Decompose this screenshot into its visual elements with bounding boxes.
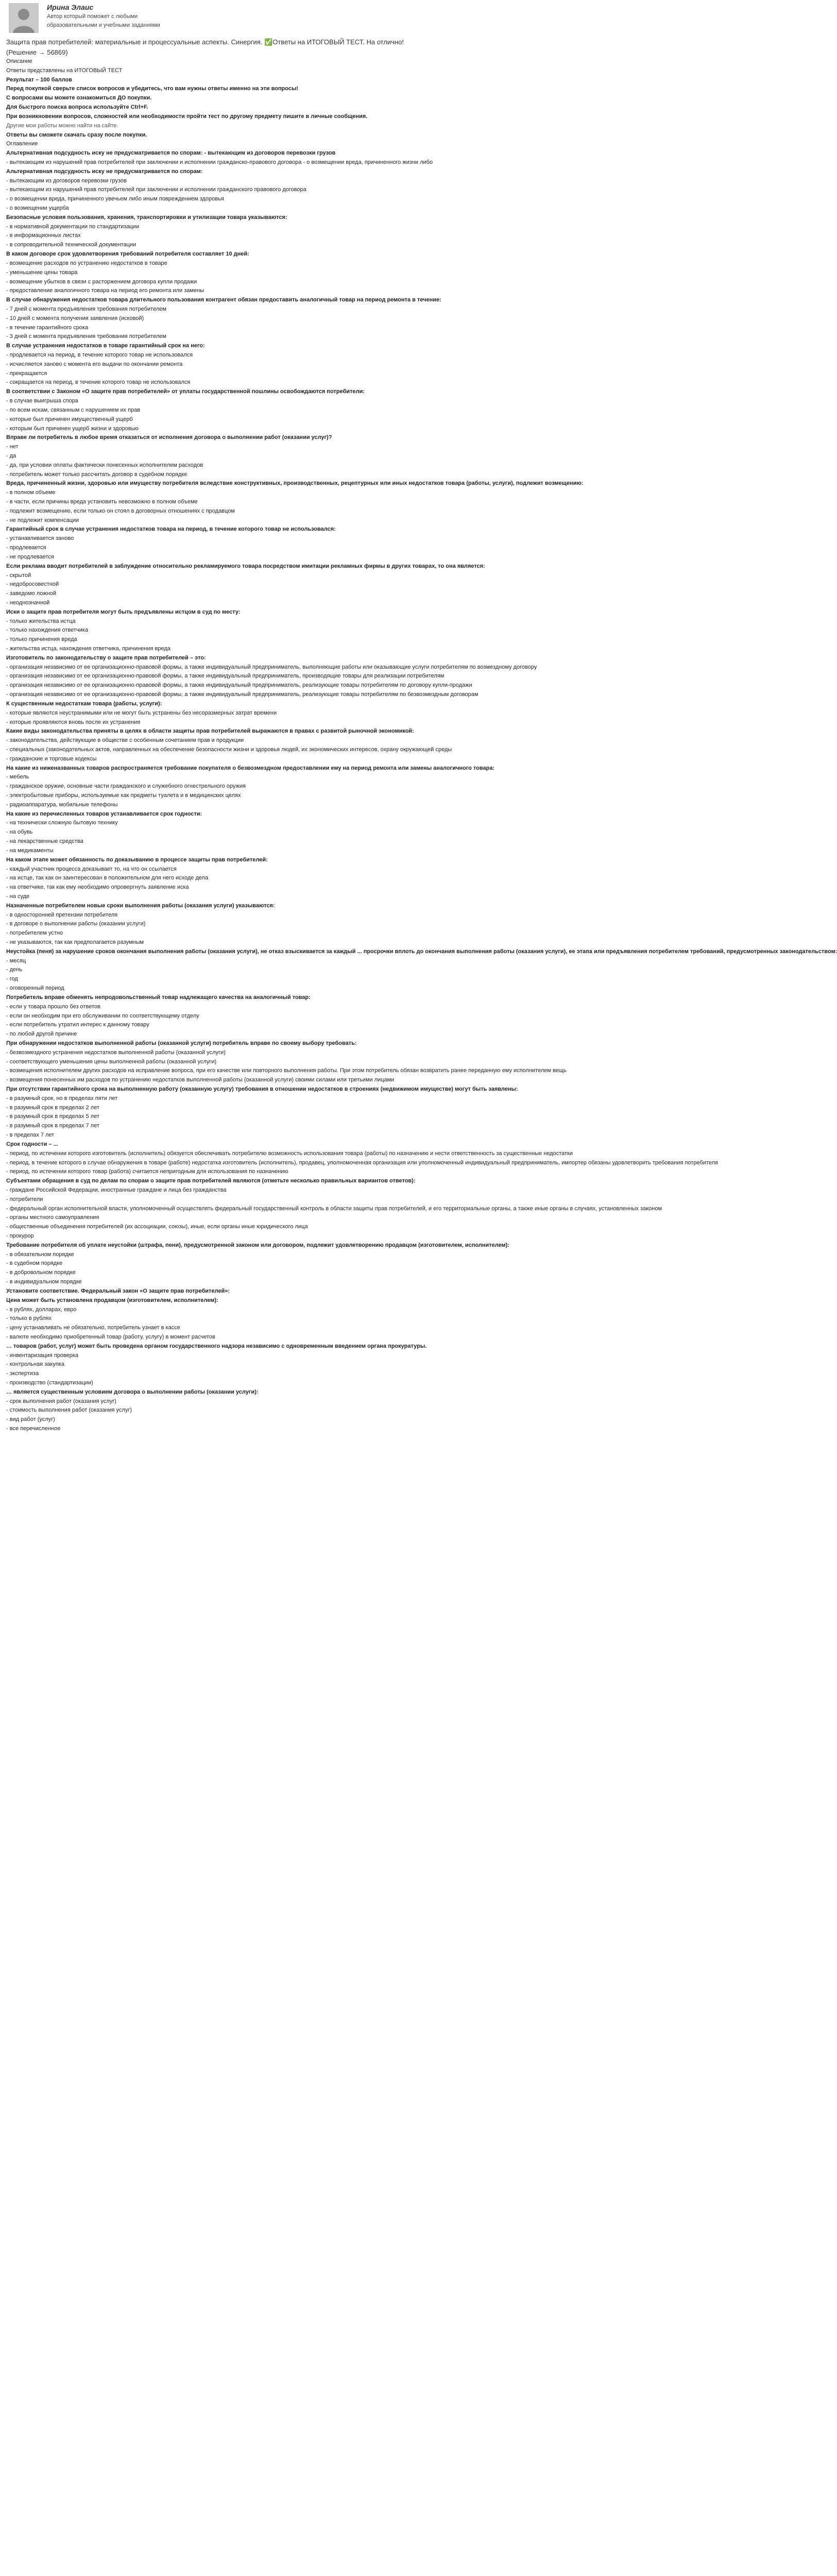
document-line: - в разумный срок, но в пределах пяти лет <box>6 1095 118 1101</box>
avatar-icon <box>9 3 39 33</box>
document-line: В случае обнаружения недостатков товара длительного пользования контрагент обязан предоставить аналогичный товар на период ремонта в течение: <box>6 297 441 303</box>
document-line: … товаров (работ, услуг) может быть проведена органом государственного надзора независимо с одновременным введением органа прокуратуры. <box>6 1343 427 1349</box>
document-line: - жительства истца, нахождения ответчика, причинения вреда <box>6 646 170 652</box>
document-line: - продлевается <box>6 545 46 551</box>
document-line: - только в рублях <box>6 1315 52 1322</box>
document-line: - на истце, так как он заинтересован в положительном для него исходе дела <box>6 875 209 882</box>
document-line: - цену устанавливать не обязательно, потребитель узнает в кассе <box>6 1325 180 1331</box>
document-line: Перед покупкой сверьте список вопросов и убедитесь, что вам нужны ответы именно на эти вопросы! <box>6 86 299 92</box>
document-title: Защита прав потребителей: материальные и процессуальные аспекты. Синергия. ✅Ответы на ИТОГОВЫЙ ТЕСТ. На отлично! (Решение → 56869) <box>6 38 404 56</box>
document-line: - в части, если причины вреда установить невозможно в полном объеме <box>6 499 198 505</box>
document-line: - вытекающим из нарушений прав потребителей при заключении и исполнении гражданско-правового договора - о возмещении вреда, причиненного жизни либо <box>6 159 433 165</box>
document-line: - в разумный срок в пределах 5 лет <box>6 1113 99 1120</box>
document-line: - предоставление аналогичного товара на период его ремонта или замены <box>6 287 204 294</box>
document-line: - общественные объединения потребителей (их ассоциации, союзы), иные, если органы иные юридического лица <box>6 1224 308 1230</box>
document-line: - только жительства истца <box>6 618 76 624</box>
document-line: - организация независимо от ее организационно-правовой формы, а также индивидуальный предприниматель, выполняющие работы или оказывающие услуги потребителям по возмездному договору <box>6 664 537 670</box>
document-line: - потребитель может только рассчитать договор в судебном порядке <box>6 471 187 478</box>
document-line: Срок годности – ... <box>6 1141 58 1147</box>
document-line: - на обувь <box>6 829 33 836</box>
document-line: - вид работ (услуг) <box>6 1416 55 1423</box>
document-line: Потребитель вправе обменять непродовольственный товар надлежащего качества на аналогичный товар: <box>6 994 311 1001</box>
document-line: С вопросами вы можете ознакомиться ДО покупки. <box>6 95 152 101</box>
document-line[interactable]: Другие мои работы можно найти на сайте. <box>6 122 118 129</box>
document-line: - если он необходим при его обслуживании по соответствующему отделу <box>6 1012 199 1019</box>
document-line: - если у товара прошло без ответов <box>6 1003 100 1010</box>
document-line: - стоимость выполнения работ (оказания услуг) <box>6 1407 132 1414</box>
document-line: - прекращается <box>6 370 47 377</box>
document-line: - в случае выигрыша спора <box>6 398 78 404</box>
document-line: - неоднозначной <box>6 599 50 606</box>
document-line: - если потребитель утратил интерес к данному товару <box>6 1022 149 1028</box>
document-line: При отсутствии гарантийного срока на выполненную работу (оказанную услугу) требования в отношении недостатков в строениях (недвижимом имуществе) могут быть заявлены: <box>6 1086 518 1092</box>
author-avatar[interactable] <box>9 3 39 33</box>
document-line: - безвозмездного устранения недостатков выполненной работы (оказанной услуги) <box>6 1049 226 1056</box>
document-line: - в рублях, долларах, евро <box>6 1306 77 1313</box>
document-line: - подлежит возмещению, если только он стоял в договорных отношениях с продавцом <box>6 507 235 514</box>
document-line: - в информационных листах <box>6 232 81 239</box>
document-line: - вытекающим из нарушений прав потребителей при заключении и исполнении гражданского правового договора <box>6 187 306 193</box>
document-line: - в нормативной документации по стандартизации <box>6 223 140 230</box>
document-line: Для быстрого поиска вопроса используйте Ctrl+F. <box>6 104 148 111</box>
document-line: Альтернативная подсудность иску не предусматривается по спорам: <box>6 168 203 175</box>
document-line: - да <box>6 452 16 459</box>
document-line: - в односторонней претензии потребителя <box>6 911 118 918</box>
document-line: При обнаружении недостатков выполненной работы (оказанной услуги) потребитель вправе по своему выбору требовать: <box>6 1040 357 1046</box>
document-line: Назначенные потребителем новые сроки выполнения работы (оказания услуги) указываются: <box>6 902 275 909</box>
document-line: - федеральный орган исполнительной власти, уполномоченный осуществлять федеральный государственный контроль в области защиты прав потребителей, и его территориальные органы, а также иные органы в случаях, установленных законом <box>6 1205 662 1212</box>
document-line: - устанавливается заново <box>6 535 74 542</box>
document-line: - радиоаппаратура, мобильные телефоны <box>6 801 118 808</box>
document-line: - не продлевается <box>6 553 54 560</box>
document-line: Иски о защите прав потребителя могут быть предъявлены истцом в суд по месту: <box>6 608 241 615</box>
document-line: Ответы представлены на ИТОГОВЫЙ ТЕСТ <box>6 67 123 74</box>
document-line: - да, при условии оплаты фактически понесенных исполнителем расходов <box>6 462 203 468</box>
document-line: - нет <box>6 444 19 450</box>
document-line: - оговоренный период <box>6 985 64 992</box>
document-line: - уменьшение цены товара <box>6 269 78 276</box>
document-line: - на медикаменты <box>6 847 54 854</box>
author-block <box>6 0 430 37</box>
document-line: - потребители <box>6 1196 43 1202</box>
document-line: Гарантийный срок в случае устранения недостатков товара на период, в течение которого товар не использовался: <box>6 526 336 533</box>
document-line: - продлевается на период, в течение которого товар не использовался <box>6 352 193 358</box>
document-line: - в разумный срок в пределах 7 лет <box>6 1123 99 1129</box>
document-line: На каком этапе может обязанность по доказыванию в процессе защиты прав потребителей: <box>6 856 268 863</box>
document-line: - в индивидуальном порядке <box>6 1279 82 1285</box>
document-line: - возмещение расходов по устранению недостатков в товаре <box>6 260 167 266</box>
document-line: Если реклама вводит потребителей в заблуждение относительно рекламируемого товара посредством имитации рекламных фирмы в других товарах, то она является: <box>6 563 485 569</box>
document-line: - месяц <box>6 957 26 964</box>
document-line: Ответы вы сможете скачать сразу после покупки. <box>6 131 147 138</box>
document-line: - потребителем устно <box>6 930 63 937</box>
document-line: - соответствующего уменьшения цены выполненной работы (оказанной услуги) <box>6 1058 217 1065</box>
document-line: - на технически сложную бытовую технику <box>6 820 118 826</box>
document-line: - в добровольном порядке <box>6 1269 76 1276</box>
document-line: - которые был причинен имущественный ущерб <box>6 416 133 422</box>
document-line: - в разумный срок в пределах 2 лет <box>6 1104 99 1111</box>
document-line: - организация независимо от ее организационно-правовой формы, а также индивидуальный предприниматель, реализующие товары потребителям по договору купли-продажи <box>6 682 472 689</box>
document-line: - период, по истечении которого товар (работа) считается непригодным для использования по назначению <box>6 1168 288 1175</box>
document-line: - в пределах 7 лет <box>6 1132 55 1139</box>
document-line: - по всем искам, связанным с нарушением их прав <box>6 406 141 413</box>
document-line: - на лекарственные средства <box>6 838 83 845</box>
document-line: - гражданские и торговые кодексы <box>6 755 97 762</box>
document-line: - возмещения понесенных им расходов по устранению недостатков выполненной работы (оказанной услуги) своими силами или третьими лицами <box>6 1077 395 1083</box>
document-line: - 3 дней с момента предъявления требования потребителем <box>6 333 166 340</box>
document-line: - 10 дней с момента получения заявления (исковой) <box>6 315 144 321</box>
document-line: - 7 дней с момента предъявления требования потребителем <box>6 306 166 312</box>
document-line: Изготовитель по законодательству о защите прав потребителей – это: <box>6 654 206 661</box>
document-line: Вреда, причиненный жизни, здоровью или имуществу потребителя вследствие конструктивных, производственных, рецептурных или иных недостатков товара (работы, услуги), подлежит возмещению: <box>6 480 584 487</box>
document-line: - контрольная закупка <box>6 1361 64 1368</box>
document-line: - валюте необходимо приобретенный товар (работу, услугу) в момент расчетов <box>6 1333 215 1340</box>
document-line: - не подлежит компенсации <box>6 517 79 523</box>
document-line: Установите соответствие. Федеральный закон «О защите прав потребителей»: <box>6 1287 230 1294</box>
document-line: - недобросовестной <box>6 581 59 588</box>
document-line: - специальных (законодательных актов, направленных на обеспечение безопасности жизни и здоровья людей, их экономических интересов, охрану окружающей среды <box>6 746 452 753</box>
document-line: - которые являются неустранимыми или не могут быть устранены без несоразмерных затрат времени <box>6 709 277 716</box>
document-line: - исчисляется заново с момента его выдачи по окончании ремонта <box>6 361 183 367</box>
document-line: - законодательства, действующие в обществе с особенным сочетанием прав и продукции <box>6 737 244 744</box>
document-line: Описание <box>6 58 32 64</box>
document-line: Какие виды законодательства приняты в целях в области защиты прав потребителей выражаются в правах с развитой рыночной экономикой: <box>6 728 414 735</box>
document-line: - по любой другой причине <box>6 1031 77 1038</box>
document-line: В случае устранения недостатков в товаре гарантийный срок на него: <box>6 343 205 349</box>
document-line: На какие из ниженазванных товаров распространяется требование покупателя о безвозмездном предоставлении ему на период ремонта или замены аналогичного товара: <box>6 765 495 771</box>
document-line: В каком договоре срок удовлетворения требований потребителя составляет 10 дней: <box>6 251 249 258</box>
document-line: - организация независимо от ее организационно-правовой формы, а также индивидуальный предприниматель, реализующие товары потребителям по безвозмездным договорам <box>6 691 479 698</box>
document-line: - в течение гарантийного срока <box>6 324 89 331</box>
document-line: - организация независимо от ее организационно-правовой формы, а также индивидуальный предприниматель, производящие товары для реализации потребителям <box>6 673 445 680</box>
document-line: Цена может быть установлена продавцом (изготовителем, исполнителем): <box>6 1297 218 1303</box>
author-name[interactable]: Ирина Элаис <box>47 3 94 11</box>
document-line: - скрытой <box>6 572 31 579</box>
document-line: - каждый участник процесса доказывает то, на что он ссылается <box>6 866 177 872</box>
document-line: На какие из перечисленных товаров устанавливается срок годности: <box>6 810 202 817</box>
document-line: - инвентаризация проверка <box>6 1352 79 1359</box>
document-line: - гражданское оружие, основные части гражданского и служебного огнестрельного оружия <box>6 783 246 790</box>
document-line: - не указываются, так как предполагается разумным <box>6 939 144 945</box>
document-line: - период, по истечении которого изготовитель (исполнитель) обязуется обеспечивать потребителю возможность использования товара (работы) по назначению и нести ответственность за существенные недостатки <box>6 1150 573 1157</box>
document-line: Оглавление <box>6 141 38 147</box>
document-line: Требование потребителя об уплате неустойки (штрафа, пени), предусмотренной законом или договором, подлежит удовлетворению продавцом (изготовителем, исполнителем): <box>6 1242 509 1248</box>
document-line: В соответствии с Законом «О защите прав потребителей» от уплаты государственной пошлины освобождаются потребители: <box>6 388 365 395</box>
document-line: - заведомо ложной <box>6 590 56 597</box>
document-line: - которые проявляются вновь после их устранения <box>6 719 141 725</box>
document-line: - органы местного самоуправления <box>6 1214 99 1221</box>
document-line: Безопасные условия пользования, хранения, транспортировки и утилизации товара указываются: <box>6 214 287 221</box>
document-line: Неустойка (пеня) за нарушение сроков окончания выполнения работы (оказания услуги), не отказ взыскивается за каждый ... просрочки вплоть до окончания выполнения работы (оказания услуги), ее этапа или предъявления потребителем требований, предусмотренных законодательством: <box>6 948 837 955</box>
document-line: - год <box>6 976 18 982</box>
document-line: - все перечисленное <box>6 1426 61 1432</box>
document-line: - только причинения вреда <box>6 636 77 643</box>
document-line: - на суде <box>6 893 30 900</box>
document-line: - в обязательном порядке <box>6 1251 74 1258</box>
document-line: - экспертиза <box>6 1370 39 1377</box>
document-line: - срок выполнения работ (оказания услуг) <box>6 1398 116 1404</box>
document-line: - в судебном порядке <box>6 1260 63 1267</box>
document-line: - прокурор <box>6 1233 34 1239</box>
document-line: Результат – 100 баллов <box>6 76 72 83</box>
document-line: - день <box>6 967 23 973</box>
document-line: - мебель <box>6 774 29 781</box>
document-line: - только нахождения ответчика <box>6 627 88 634</box>
document-line: - в сопроводительной технической документации <box>6 242 136 248</box>
document-line: - возмещения исполнителем других расходов на исправление вопроса, при его качестве или повторного выполнения работы. При этом потребитель обязан возвратить ранее переданную ему исполнителем вещь <box>6 1067 567 1074</box>
document-line: Альтернативная подсудность иску не предусматривается по спорам: - вытекающим из договоров перевозки грузов <box>6 150 336 157</box>
document-line: - на ответчике, так как ему необходимо опровергнуть заявление иска <box>6 884 189 891</box>
document-line: Субъектами обращения в суд по делам по спорам о защите прав потребителей являются (отметьте несколько правильных вариантов ответов): <box>6 1178 416 1184</box>
document-line: … является существенным условием договора о выполнении работы (оказании услуги): <box>6 1388 259 1395</box>
document-line: - производство (стандартизации) <box>6 1380 93 1386</box>
document-line: - о возмещении ущерба <box>6 205 69 211</box>
document-line: - электробытовые приборы, используемые как предметы туалета и в медицинских целях <box>6 792 241 799</box>
document-line: - граждане Российской Федерации, иностранные граждане и лица без гражданства <box>6 1187 227 1193</box>
document-line: - период, в течение которого в случае обнаружения в товаре (работе) недостатка изготовитель (исполнитель), продавец, уполномоченная организация или уполномоченный индивидуальный предприниматель, импортер обязаны удовлетворить требования потребителя <box>6 1159 718 1166</box>
document-line: К существенным недостаткам товара (работы, услуги): <box>6 700 162 707</box>
document-line: - сокращается на период, в течение которого товар не использовался <box>6 379 191 386</box>
document-line: При возникновении вопросов, сложностей или необходимости пройти тест по другому предмету пишите в личные сообщения. <box>6 113 368 120</box>
document-line: - возмещение убытков в связи с расторжением договора купли продажи <box>6 278 197 285</box>
document-line: - о возмещении вреда, причиненного увечьем либо иным повреждением здоровья <box>6 196 224 202</box>
document-line: - которым был причинен ущерб жизни и здоровью <box>6 425 139 432</box>
document-line: Вправе ли потребитель в любое время отказаться от исполнения договора о выполнении работ (оказании услуг)? <box>6 434 332 441</box>
author-description: Автор который поможет с любыми образовательными и учебными заданиями <box>47 13 160 28</box>
document-line: - вытекающим из договоров перевозки грузов <box>6 177 127 184</box>
document-line: - в полном объеме <box>6 489 56 496</box>
document-line: - в договоре о выполнении работы (оказании услуги) <box>6 921 146 927</box>
document-body <box>6 57 837 1434</box>
